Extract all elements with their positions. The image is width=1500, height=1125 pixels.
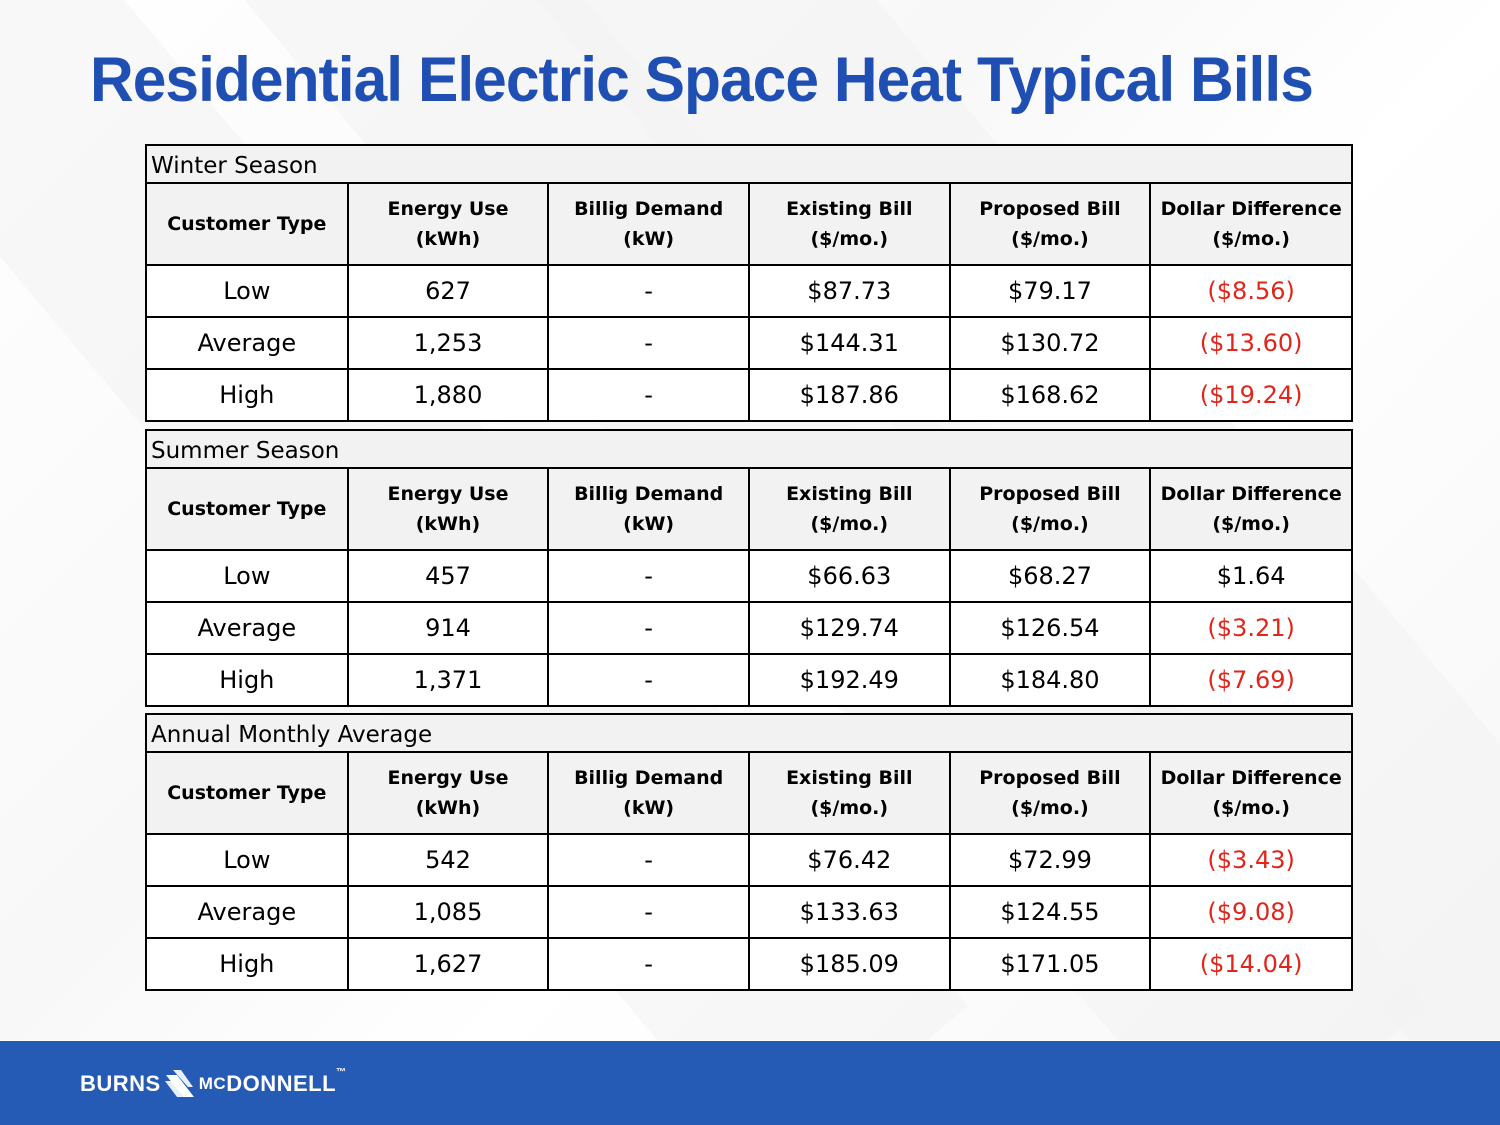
table-cell: $72.99: [950, 834, 1151, 886]
table-cell: 1,085: [348, 886, 549, 938]
table-cell: $126.54: [950, 602, 1151, 654]
table-cell: ($3.43): [1150, 834, 1351, 886]
table-cell: $124.55: [950, 886, 1151, 938]
table-cell: Low: [147, 265, 348, 317]
column-header-label: Proposed Bill: [979, 198, 1121, 220]
table-cell: Average: [147, 317, 348, 369]
table-row: [147, 265, 1351, 317]
column-header-unit: ($/mo.): [1011, 228, 1089, 250]
slide-title: Residential Electric Space Heat Typical Bills: [90, 45, 1313, 115]
table-cell: -: [548, 550, 749, 602]
table-header-row: [147, 184, 1351, 265]
table-cell: ($19.24): [1150, 369, 1351, 420]
table-cell: 457: [348, 550, 549, 602]
table-cell: -: [548, 654, 749, 705]
table-cell: $171.05: [950, 938, 1151, 989]
table-cell: ($9.08): [1150, 886, 1351, 938]
table-cell: 1,371: [348, 654, 549, 705]
column-header: [348, 469, 549, 550]
column-header-label: Energy Use: [387, 198, 509, 220]
column-header-unit: (kWh): [415, 513, 481, 535]
column-header: [147, 469, 348, 550]
section-title: Annual Monthly Average: [147, 715, 1351, 753]
logo-trademark: ™: [336, 1067, 347, 1078]
table-cell: Average: [147, 602, 348, 654]
column-header: [1150, 184, 1351, 265]
table-cell: High: [147, 369, 348, 420]
column-header-unit: ($/mo.): [810, 228, 889, 250]
table-header-row: [147, 469, 1351, 550]
table-cell: -: [548, 602, 749, 654]
column-header-label: Billig Demand: [574, 483, 724, 505]
table-header-row: [147, 753, 1351, 834]
column-header-label: Energy Use: [387, 767, 509, 789]
table-row: [147, 834, 1351, 886]
table-cell: 627: [348, 265, 549, 317]
footer-bar: [0, 1041, 1500, 1125]
table-row: [147, 938, 1351, 989]
table-cell: $1.64: [1150, 550, 1351, 602]
table-cell: $79.17: [950, 265, 1151, 317]
section-title: Summer Season: [147, 431, 1351, 469]
column-header: [749, 184, 950, 265]
table-row: [147, 317, 1351, 369]
company-logo: [80, 1067, 347, 1101]
table-cell: -: [548, 317, 749, 369]
column-header-label: Customer Type: [167, 498, 327, 520]
logo-text-donnell: DONNELL: [226, 1071, 337, 1096]
bill-table: [147, 184, 1351, 420]
table-cell: $76.42: [749, 834, 950, 886]
logo-text-burns: BURNS: [80, 1071, 161, 1096]
column-header-unit: ($/mo.): [1011, 513, 1089, 535]
table-cell: High: [147, 654, 348, 705]
table-row: [147, 369, 1351, 420]
table-cell: 914: [348, 602, 549, 654]
column-header-label: Customer Type: [167, 782, 327, 804]
table-cell: $168.62: [950, 369, 1151, 420]
column-header: [950, 184, 1151, 265]
table-cell: $66.63: [749, 550, 950, 602]
burns-mcdonnell-mark-icon: [163, 1067, 197, 1101]
table-row: [147, 602, 1351, 654]
table-cell: $187.86: [749, 369, 950, 420]
table-cell: 1,880: [348, 369, 549, 420]
logo-text-mc: MC: [198, 1074, 227, 1093]
column-header: [950, 753, 1151, 834]
table-cell: -: [548, 886, 749, 938]
column-header-label: Proposed Bill: [979, 483, 1121, 505]
table-cell: Average: [147, 886, 348, 938]
table-cell: 1,627: [348, 938, 549, 989]
column-header: [548, 753, 749, 834]
column-header-unit: ($/mo.): [810, 797, 889, 819]
column-header: [749, 469, 950, 550]
column-header: [348, 753, 549, 834]
table-cell: ($13.60): [1150, 317, 1351, 369]
table-cell: $87.73: [749, 265, 950, 317]
table-cell: Low: [147, 834, 348, 886]
column-header-unit: ($/mo.): [1011, 797, 1089, 819]
table-row: [147, 886, 1351, 938]
table-cell: $184.80: [950, 654, 1151, 705]
table-cell: $192.49: [749, 654, 950, 705]
season-table: [145, 144, 1353, 422]
bill-table: [147, 753, 1351, 989]
column-header-label: Dollar Difference: [1160, 483, 1342, 505]
column-header: [147, 753, 348, 834]
table-cell: $185.09: [749, 938, 950, 989]
table-cell: High: [147, 938, 348, 989]
column-header: [749, 753, 950, 834]
table-cell: -: [548, 369, 749, 420]
column-header: [548, 184, 749, 265]
column-header-unit: ($/mo.): [1212, 228, 1290, 250]
season-table: [145, 429, 1353, 707]
table-row: [147, 654, 1351, 705]
column-header: [1150, 753, 1351, 834]
table-cell: $68.27: [950, 550, 1151, 602]
table-row: [147, 550, 1351, 602]
column-header-unit: (kW): [623, 797, 675, 819]
table-cell: ($8.56): [1150, 265, 1351, 317]
table-cell: $144.31: [749, 317, 950, 369]
column-header-unit: ($/mo.): [1212, 797, 1290, 819]
column-header: [147, 184, 348, 265]
column-header-label: Proposed Bill: [979, 767, 1121, 789]
table-cell: ($3.21): [1150, 602, 1351, 654]
column-header-unit: (kWh): [415, 797, 481, 819]
table-cell: -: [548, 938, 749, 989]
table-cell: ($7.69): [1150, 654, 1351, 705]
column-header-label: Dollar Difference: [1160, 198, 1342, 220]
column-header-label: Existing Bill: [786, 483, 913, 505]
table-cell: ($14.04): [1150, 938, 1351, 989]
table-cell: $130.72: [950, 317, 1151, 369]
column-header: [348, 184, 549, 265]
column-header-label: Existing Bill: [786, 198, 913, 220]
column-header: [950, 469, 1151, 550]
column-header-label: Existing Bill: [786, 767, 913, 789]
column-header-unit: (kWh): [415, 228, 481, 250]
table-cell: 542: [348, 834, 549, 886]
table-cell: -: [548, 265, 749, 317]
column-header: [1150, 469, 1351, 550]
column-header-unit: (kW): [623, 513, 675, 535]
table-cell: $129.74: [749, 602, 950, 654]
bill-table: [147, 469, 1351, 705]
column-header-unit: ($/mo.): [1212, 513, 1290, 535]
season-table: [145, 713, 1353, 991]
table-cell: 1,253: [348, 317, 549, 369]
column-header-label: Dollar Difference: [1160, 767, 1342, 789]
table-cell: -: [548, 834, 749, 886]
table-cell: Low: [147, 550, 348, 602]
column-header-unit: ($/mo.): [810, 513, 889, 535]
table-cell: $133.63: [749, 886, 950, 938]
column-header-label: Energy Use: [387, 483, 509, 505]
section-title: Winter Season: [147, 146, 1351, 184]
column-header-label: Customer Type: [167, 213, 327, 235]
column-header-label: Billig Demand: [574, 198, 724, 220]
column-header: [548, 469, 749, 550]
column-header-label: Billig Demand: [574, 767, 724, 789]
column-header-unit: (kW): [623, 228, 675, 250]
